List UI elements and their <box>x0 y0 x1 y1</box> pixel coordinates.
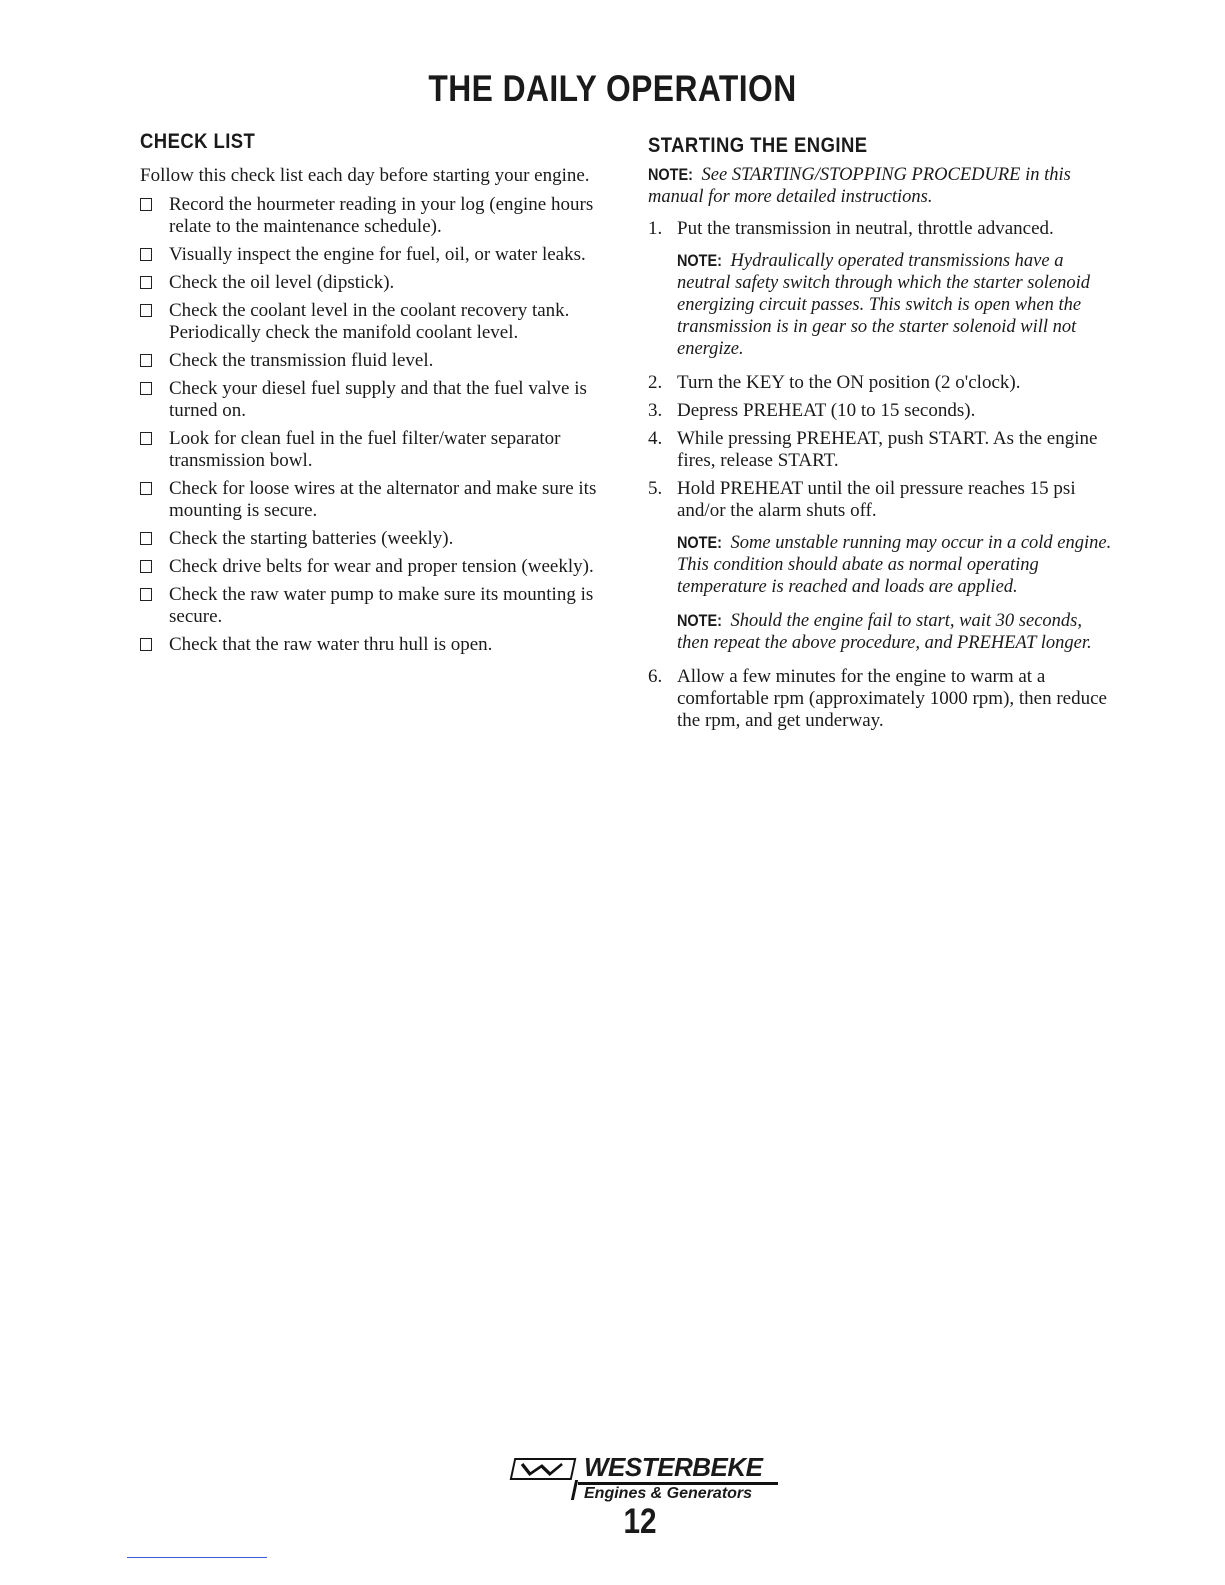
checklist-item-text: Check the raw water pump to make sure its mounting is secure. <box>169 584 594 627</box>
checkbox-icon[interactable] <box>140 276 152 289</box>
step-item <box>648 372 1118 394</box>
checklist-item-text: Record the hourmeter reading in your log (engine hours relate to the maintenance schedule). <box>169 194 594 237</box>
starting-heading: STARTING THE ENGINE <box>648 134 868 157</box>
checklist-item-text: Check your diesel fuel supply and that the fuel valve is turned on. <box>169 378 587 421</box>
checklist-item-text: Check that the raw water thru hull is open. <box>169 634 493 655</box>
checkbox-icon[interactable] <box>140 482 152 495</box>
checklist <box>140 194 610 656</box>
step-number: 6. <box>648 666 663 687</box>
step-number: 3. <box>648 400 663 421</box>
step-text: While pressing PREHEAT, push START. As the engine fires, release START. <box>677 428 1098 471</box>
checklist-item <box>140 584 610 628</box>
step-text: Put the transmission in neutral, throttle advanced. <box>677 218 1054 239</box>
checklist-item <box>140 300 610 344</box>
checklist-item <box>140 194 610 238</box>
checklist-item <box>140 556 610 578</box>
checklist-item-text: Check the coolant level in the coolant recovery tank. Periodically check the manifold coolant level. <box>169 300 570 343</box>
checkbox-icon[interactable] <box>140 560 152 573</box>
checklist-intro: Follow this check list each day before starting your engine. <box>140 165 590 186</box>
logo-mark-icon <box>510 1458 577 1480</box>
checkbox-icon[interactable] <box>140 638 152 651</box>
step-number: 1. <box>648 218 663 239</box>
checklist-item <box>140 244 610 266</box>
checkbox-icon[interactable] <box>140 432 152 445</box>
note-label: NOTE: <box>677 611 722 630</box>
page-title: THE DAILY OPERATION <box>428 68 797 109</box>
step-item <box>648 428 1118 472</box>
checklist-item <box>140 378 610 422</box>
step-text: Depress PREHEAT (10 to 15 seconds). <box>677 400 976 421</box>
transmission-note <box>677 250 1118 360</box>
checkbox-icon[interactable] <box>140 354 152 367</box>
checklist-item-text: Check drive belts for wear and proper tension (weekly). <box>169 556 594 577</box>
fail-start-note <box>677 610 1118 654</box>
transmission-note-text: Hydraulically operated transmissions have a neutral safety switch through which the starter solenoid energizing circuit passes. This switch is open when the transmission is in gear so the starter solenoid will not energize. <box>677 251 1090 359</box>
checkbox-icon[interactable] <box>140 304 152 317</box>
checklist-item <box>140 634 610 656</box>
link-underline <box>127 1557 267 1558</box>
intro-note-text: See STARTING/STOPPING PROCEDURE in this manual for more detailed instructions. <box>648 165 1071 207</box>
checkbox-icon[interactable] <box>140 248 152 261</box>
step-text: Hold PREHEAT until the oil pressure reaches 15 psi and/or the alarm shuts off. <box>677 478 1076 521</box>
checklist-item-text: Visually inspect the engine for fuel, oil, or water leaks. <box>169 244 586 265</box>
checkbox-icon[interactable] <box>140 532 152 545</box>
logo-tagline: Engines & Generators <box>584 1485 753 1502</box>
checkbox-icon[interactable] <box>140 198 152 211</box>
cold-engine-note-text: Some unstable running may occur in a cold engine. This condition should abate as normal operating temperature is reached and loads are applied. <box>677 533 1112 597</box>
cold-engine-note <box>677 532 1118 598</box>
logo-brand: WESTERBEKE <box>584 1452 763 1482</box>
intro-note <box>648 164 1118 208</box>
checklist-item <box>140 350 610 372</box>
step-number: 2. <box>648 372 663 393</box>
step-item <box>648 400 1118 422</box>
checklist-item-text: Check the transmission fluid level. <box>169 350 434 371</box>
note-label: NOTE: <box>677 533 722 552</box>
checklist-item <box>140 428 610 472</box>
checklist-section <box>140 130 610 662</box>
checklist-item-text: Check the oil level (dipstick). <box>169 272 395 293</box>
step-number: 5. <box>648 478 663 499</box>
step-item <box>648 218 1118 360</box>
fail-start-note-text: Should the engine fail to start, wait 30 seconds, then repeat the above procedure, and PREHEAT longer. <box>677 611 1092 653</box>
checklist-item <box>140 272 610 294</box>
step-text: Turn the KEY to the ON position (2 o'clock). <box>677 372 1021 393</box>
checklist-item-text: Look for clean fuel in the fuel filter/water separator transmission bowl. <box>169 428 561 471</box>
checklist-heading: CHECK LIST <box>140 130 256 153</box>
step-item <box>648 478 1118 654</box>
note-label: NOTE: <box>648 165 693 184</box>
checklist-item-text: Check the starting batteries (weekly). <box>169 528 454 549</box>
steps-list <box>648 218 1118 732</box>
checkbox-icon[interactable] <box>140 382 152 395</box>
step-number: 4. <box>648 428 663 449</box>
step-item <box>648 666 1118 732</box>
page-number: 12 <box>623 1502 657 1541</box>
checkbox-icon[interactable] <box>140 588 152 601</box>
checklist-item <box>140 478 610 522</box>
checklist-item <box>140 528 610 550</box>
note-label: NOTE: <box>677 251 722 270</box>
starting-section <box>648 134 1118 738</box>
checklist-item-text: Check for loose wires at the alternator and make sure its mounting is secure. <box>169 478 597 521</box>
step-text: Allow a few minutes for the engine to warm at a comfortable rpm (approximately 1000 rpm), then reduce the rpm, and get underway. <box>677 666 1107 731</box>
